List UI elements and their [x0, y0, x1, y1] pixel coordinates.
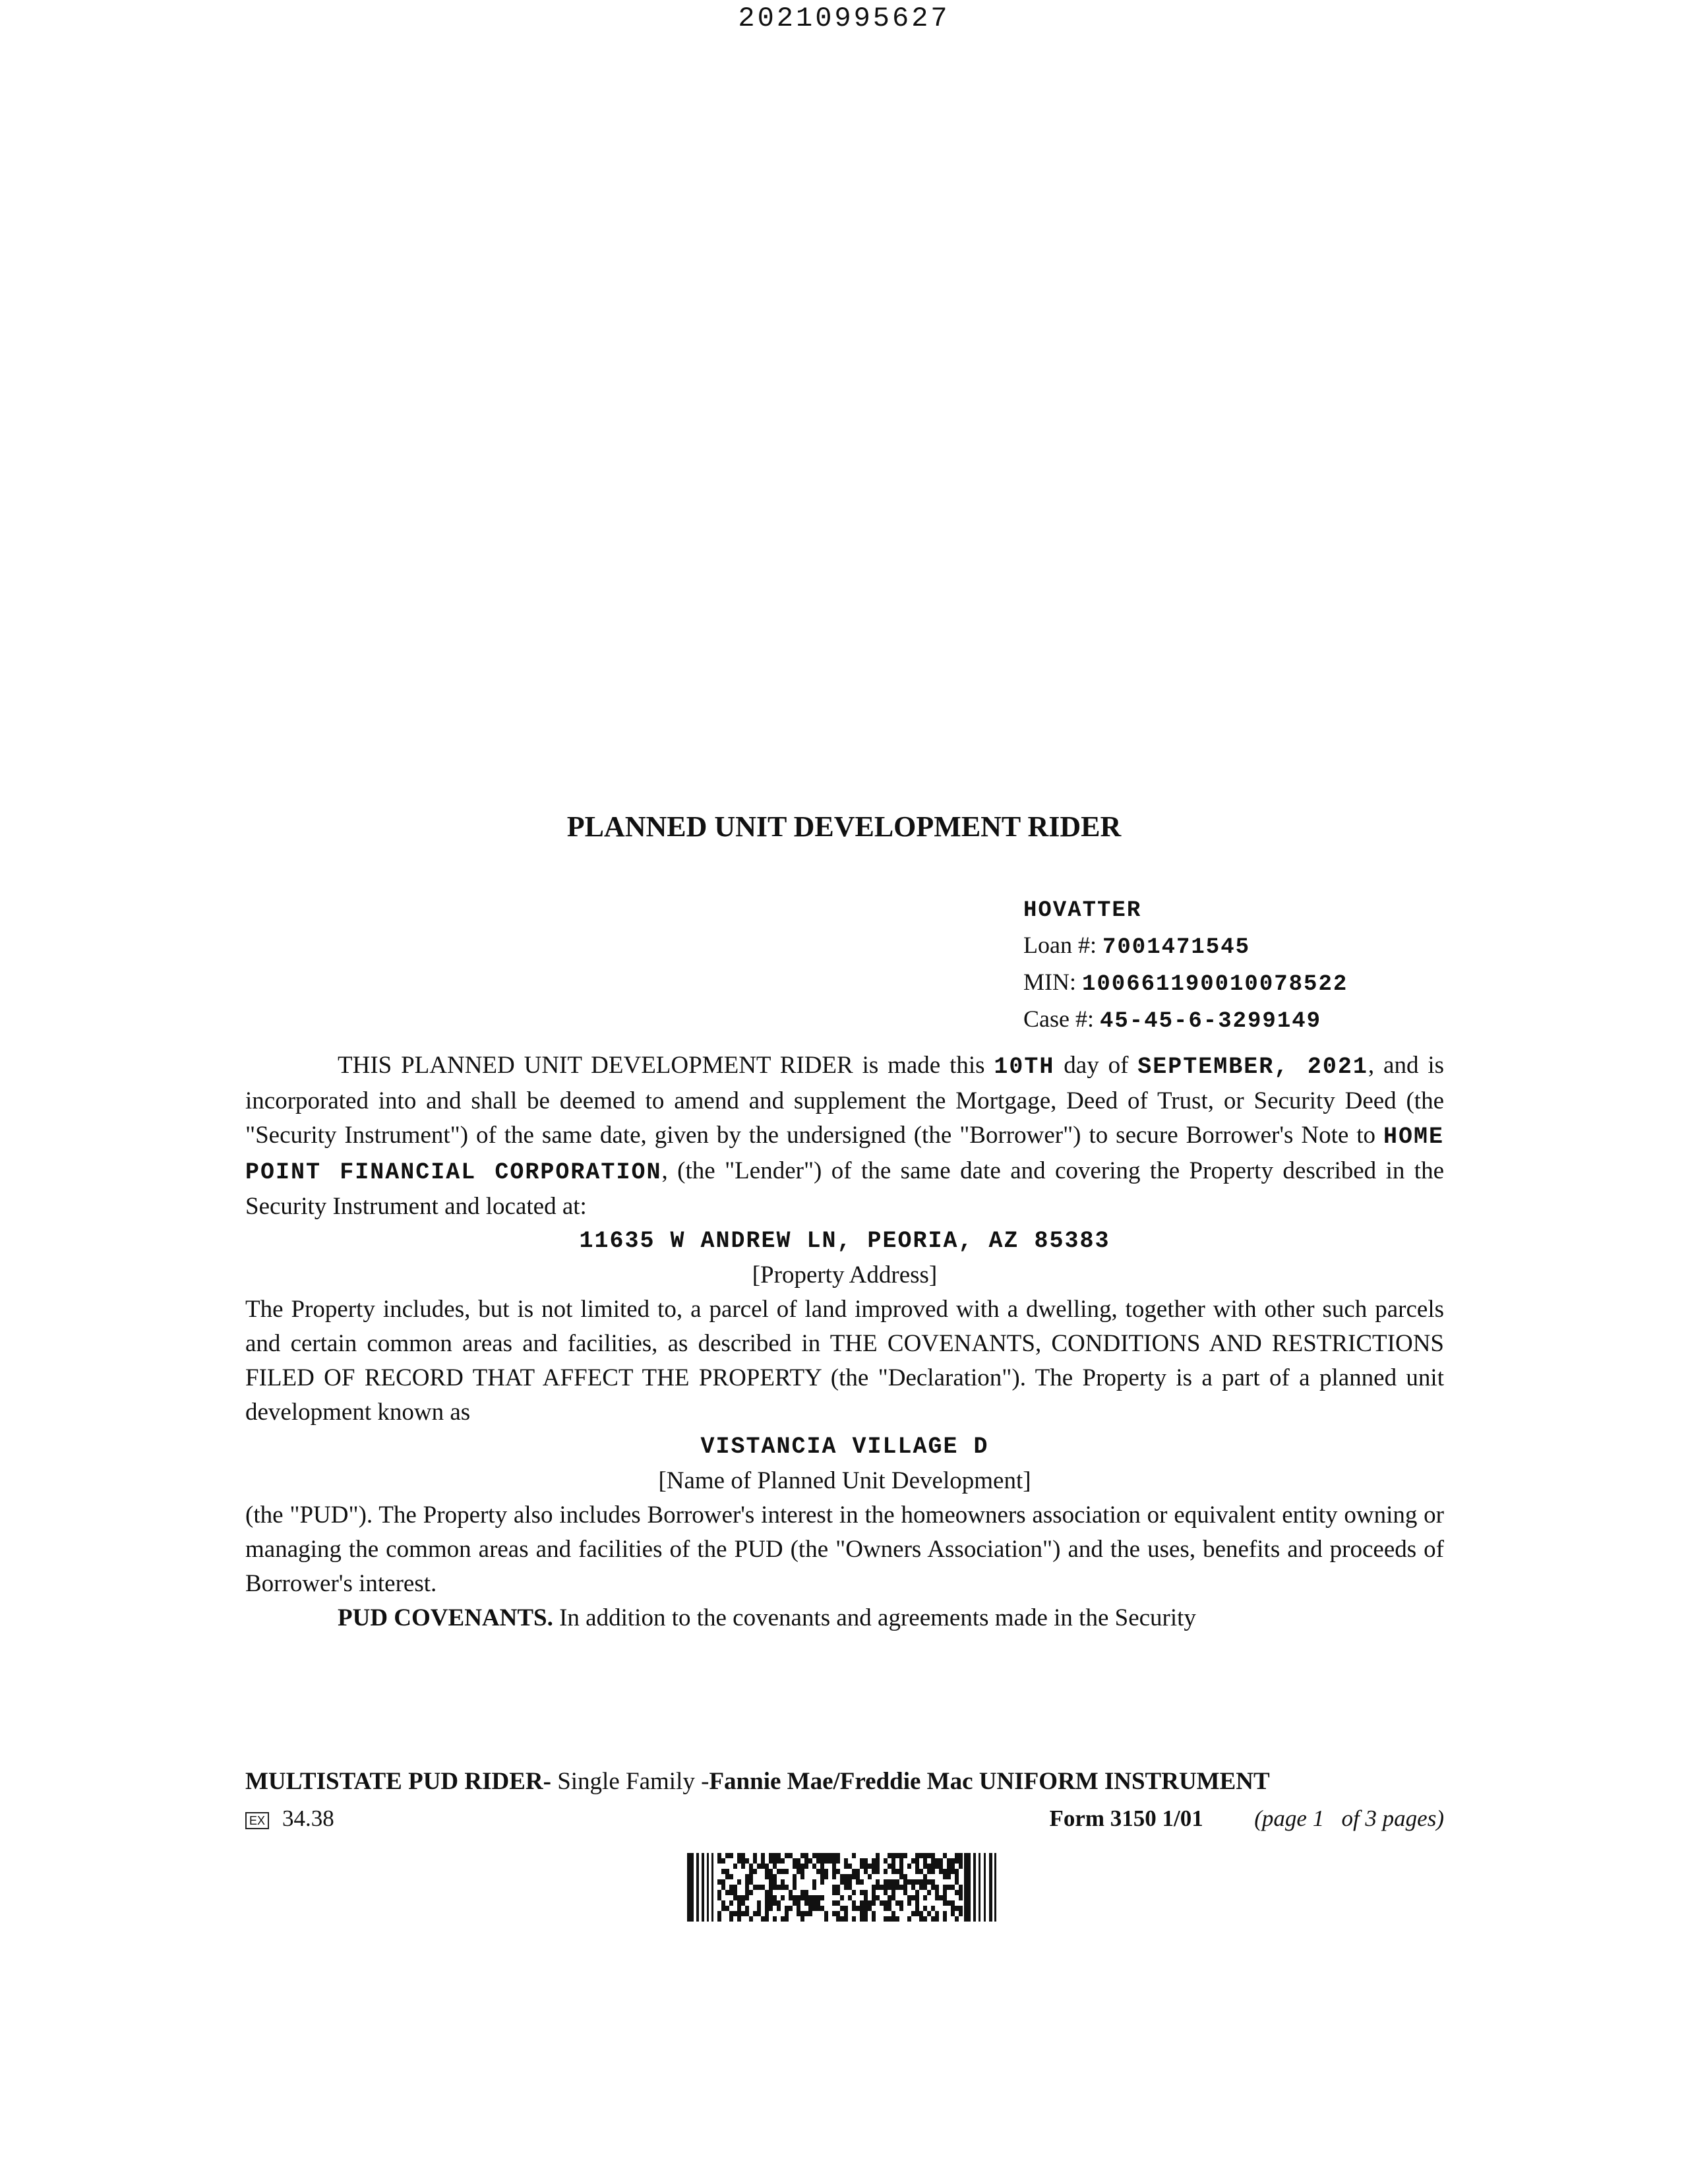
footer-rider-bold2: Fannie Mae/Freddie Mac UNIFORM INSTRUMENT — [709, 1768, 1270, 1795]
footer-rider-line — [245, 1767, 1444, 1796]
pud-paragraph: (the "PUD"). The Property also includes Borrower's interest in the homeowners association or equivalent entity owning or managing the common areas and facilities of the PUD (the "Owners Association") and the uses, benefits and proceeds of Borrower's interest. — [245, 1502, 1444, 1597]
case-number: 45-45-6-3299149 — [1099, 1009, 1322, 1034]
case-row — [1023, 1002, 1348, 1039]
ex-box: EX — [245, 1812, 269, 1829]
intro-paragraph — [245, 1048, 1444, 1224]
intro-text-a: THIS PLANNED UNIT DEVELOPMENT RIDER is made this — [338, 1052, 994, 1079]
footer-code-group — [245, 1805, 334, 1832]
rider-day: 10TH — [994, 1054, 1055, 1080]
property-address: 11635 W ANDREW LN, PEORIA, AZ 85383 — [579, 1228, 1110, 1254]
covenants-paragraph — [245, 1601, 1444, 1635]
loan-number-row — [1023, 928, 1348, 965]
reference-block — [1023, 894, 1348, 1039]
loan-number: 7001471545 — [1102, 935, 1251, 960]
page-indicator: (page 1 of 3 pages) — [1254, 1805, 1444, 1831]
pud-name-caption: [Name of Planned Unit Development] — [658, 1467, 1031, 1494]
min-number: 100661190010078522 — [1082, 972, 1348, 997]
case-label: Case #: — [1023, 1006, 1094, 1032]
lender-name: HOME POINT FINANCIAL CORPORATION — [245, 1124, 1444, 1186]
document-body — [245, 1048, 1444, 1635]
footer-rider-normal: Single Family - — [551, 1768, 709, 1795]
page-title: PLANNED UNIT DEVELOPMENT RIDER — [566, 810, 1122, 843]
document-number: 20210995627 — [738, 3, 950, 34]
pud-name: VISTANCIA VILLAGE D — [700, 1434, 989, 1460]
covenants-heading: PUD COVENANTS. — [338, 1604, 553, 1631]
intro-text-d: , (the "Lender") of the same date and covering the Property described in the Security Instrument and located at: — [245, 1157, 1445, 1220]
covenants-text: In addition to the covenants and agreements made in the Security — [553, 1604, 1196, 1631]
footer-rider-bold: MULTISTATE PUD RIDER- — [245, 1768, 551, 1795]
footer-form-group — [1049, 1805, 1444, 1832]
footer-code: 34.38 — [282, 1805, 334, 1831]
footer-form-line — [245, 1805, 1444, 1838]
form-number: Form 3150 1/01 — [1049, 1805, 1203, 1831]
property-paragraph: The Property includes, but is not limited to, a parcel of land improved with a dwelling, together with other such parcels and certain common areas and facilities, as described in THE COVENANTS, CONDITIONS AND RESTRICTIONS FILED OF RECORD THAT AFFECT THE PROPERTY (the "Declaration"). The Property is a part of a planned unit development known as — [245, 1296, 1444, 1426]
min-row — [1023, 965, 1348, 1002]
intro-text-b: day of — [1054, 1052, 1138, 1079]
loan-label: Loan #: — [1023, 932, 1097, 958]
barcode-image — [687, 1853, 997, 1922]
rider-month-year: SEPTEMBER, 2021 — [1137, 1054, 1368, 1080]
min-label: MIN: — [1023, 969, 1076, 995]
intro-text-c: , and is incorporated into and shall be deemed to amend and supplement the Mortgage, Deed of Trust, or Security Deed (the "Security Instrument") of the same date, given by the undersigned (the "Borrower") to secure Borrower's Note to — [245, 1052, 1444, 1149]
borrower-name: HOVATTER — [1023, 898, 1142, 923]
property-address-caption: [Property Address] — [752, 1261, 938, 1289]
